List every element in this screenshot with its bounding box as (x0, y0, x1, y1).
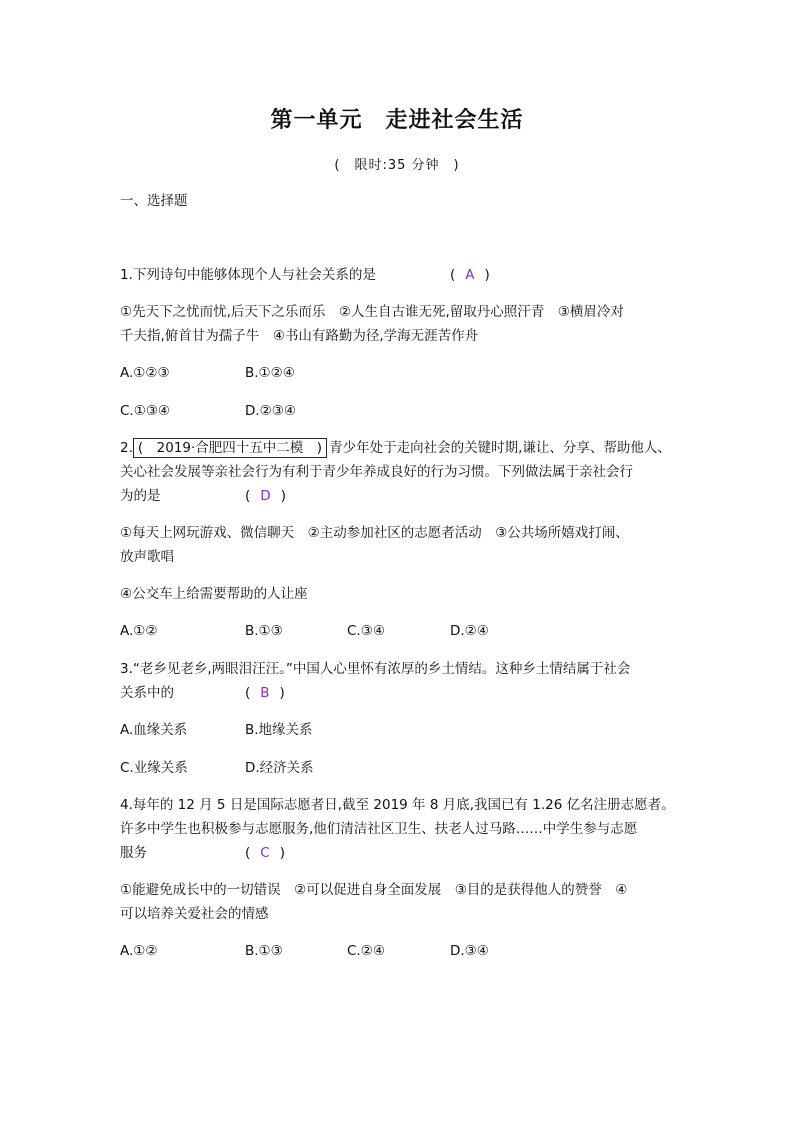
option-c: C.业缘关系 (120, 760, 188, 776)
section-heading: 一、选择题 (120, 193, 188, 209)
time-limit: ( 限时:35 分钟 ) (334, 158, 460, 173)
paren-open: ( (245, 488, 251, 504)
paren-open: ( (450, 267, 456, 283)
answer-letter: A (465, 267, 475, 283)
answer-bracket (245, 485, 286, 507)
question-stem: 1.下列诗句中能够体现个人与社会关系的是 (120, 267, 376, 283)
option-c: C.②④ (347, 943, 385, 959)
stem-text: 青少年处于走向社会的关键时期,谦让、分享、帮助他人、 (329, 440, 671, 456)
option-d: D.②④ (450, 623, 489, 639)
option-a: A.①② (120, 623, 158, 639)
paren-close: ) (279, 685, 285, 701)
question-number: 2. (120, 440, 133, 456)
statement-line: ④公交车上给需要帮助的人让座 (120, 586, 308, 602)
unit-title: 第一单元 走进社会生活 (270, 107, 524, 133)
paren-open: ( (245, 845, 251, 861)
statement-line: 千夫指,俯首甘为孺子牛 ④书山有路勤为径,学海无涯苦作舟 (120, 328, 479, 344)
option-d: D.②③④ (245, 403, 296, 419)
answer-bracket (245, 682, 285, 704)
answer-letter: D (260, 488, 271, 504)
option-a: A.血缘关系 (120, 722, 188, 738)
question-stem: 许多中学生也积极参与志愿服务,他们清洁社区卫生、扶老人过马路……中学生参与志愿 (120, 821, 638, 837)
option-a: A.①② (120, 943, 158, 959)
answer-letter: C (260, 845, 270, 861)
question-stem (120, 437, 671, 459)
question-stem: 3.“老乡见老乡,两眼泪汪汪。”中国人心里怀有浓厚的乡土情结。这种乡土情结属于社会 (120, 661, 631, 677)
option-d: D.③④ (450, 943, 489, 959)
statement-line: 放声歌唱 (120, 549, 174, 565)
option-b: B.地缘关系 (245, 722, 313, 738)
answer-letter: B (260, 685, 270, 701)
question-stem: 关心社会发展等亲社会行为有利于青少年养成良好的行为习惯。下列做法属于亲社会行 (120, 464, 633, 480)
question-stem: 服务 (120, 845, 147, 861)
paren-close: ) (484, 267, 490, 283)
answer-bracket (245, 842, 285, 864)
question-stem: 为的是 (120, 488, 161, 504)
option-d: D.经济关系 (245, 760, 314, 776)
paren-close: ) (279, 845, 285, 861)
option-b: B.①③ (245, 623, 283, 639)
statement-line: ①每天上网玩游戏、微信聊天 ②主动参加社区的志愿者活动 ③公共场所嬉戏打闹、 (120, 525, 629, 541)
question-stem: 关系中的 (120, 685, 174, 701)
option-c: C.③④ (347, 623, 385, 639)
question-stem: 4.每年的 12 月 5 日是国际志愿者日,截至 2019 年 8 月底,我国已有 1.26 亿名注册志愿者。 (120, 797, 675, 813)
statement-line: ①能避免成长中的一切错误 ②可以促进自身全面发展 ③目的是获得他人的赞誉 ④ (120, 882, 628, 898)
option-c: C.①③④ (120, 403, 171, 419)
statement-line: 可以培养关爱社会的情感 (120, 906, 269, 922)
statement-line: ①先天下之忧而忧,后天下之乐而乐 ②人生自古谁无死,留取丹心照汗青 ③横眉冷对 (120, 304, 624, 320)
option-b: B.①②④ (245, 365, 295, 381)
answer-bracket (450, 264, 490, 286)
paren-open: ( (245, 685, 251, 701)
option-a: A.①②③ (120, 365, 170, 381)
paren-close: ) (280, 488, 286, 504)
source-box: ( 2019·合肥四十五中二模 ) (133, 438, 327, 458)
option-b: B.①③ (245, 943, 283, 959)
